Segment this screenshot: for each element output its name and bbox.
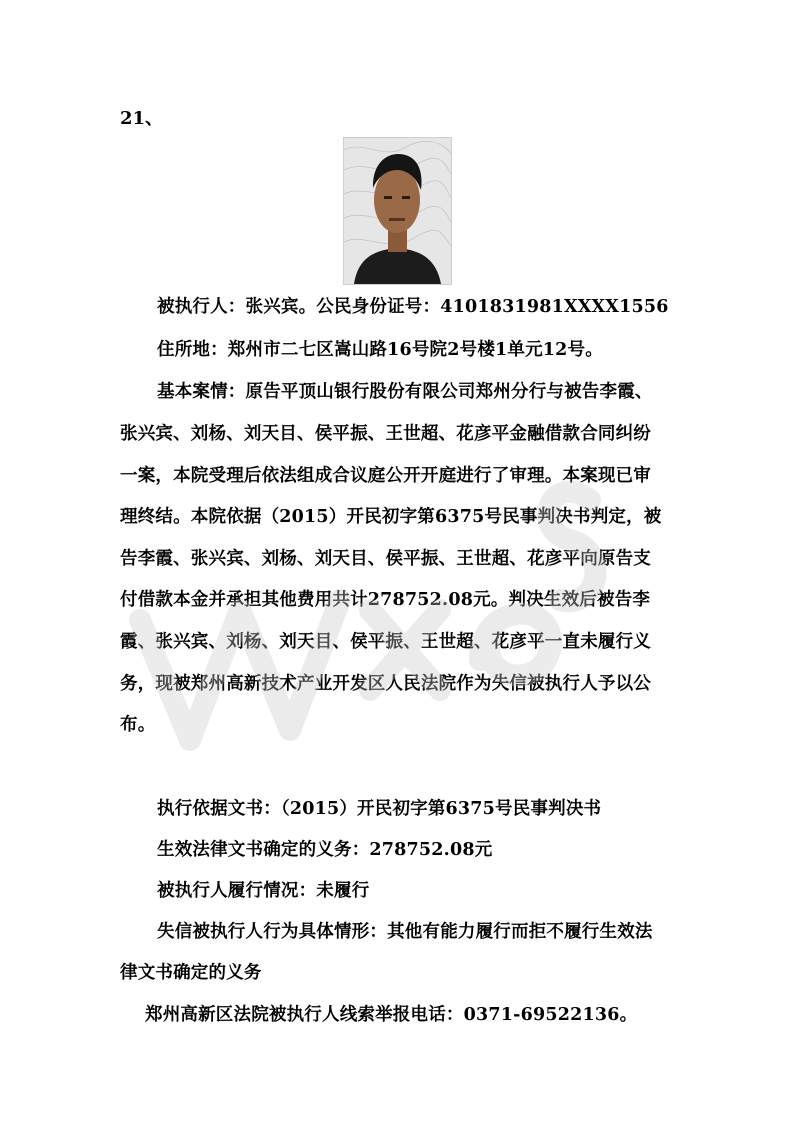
person-address: 住所地：郑州市二七区嵩山路16号院2号楼1单元12号。	[157, 340, 603, 360]
case-line: 理终结。本院依据（2015）开民初字第6375号民事判决书判定，被	[120, 507, 662, 527]
case-line: 张兴宾、刘杨、刘天目、侯平振、王世超、花彦平金融借款合同纠纷	[120, 424, 651, 444]
case-line: 基本案情：原告平顶山银行股份有限公司郑州分行与被告李霞、	[157, 382, 653, 402]
obligation: 生效法律文书确定的义务：278752.08元	[157, 840, 493, 860]
dishonest-situation-cont: 律文书确定的义务	[120, 963, 262, 983]
case-line: 务，现被郑州高新技术产业开发区人民法院作为失信被执行人予以公	[120, 674, 651, 694]
case-line: 告李霞、张兴宾、刘杨、刘天目、侯平振、王世超、花彦平向原告支	[120, 549, 651, 569]
person-name-id: 被执行人：张兴宾。公民身份证号：4101831981XXXX1556	[157, 297, 669, 317]
entry-number: 21、	[120, 108, 164, 129]
report-hotline: 郑州高新区法院被执行人线索举报电话：0371-69522136。	[145, 1005, 638, 1025]
case-line: 布。	[120, 715, 156, 735]
case-line: 付借款本金并承担其他费用共计278752.08元。判决生效后被告李	[120, 590, 651, 610]
case-line: 一案，本院受理后依法组成合议庭公开开庭进行了审理。本案现已审	[120, 466, 651, 486]
dishonest-situation: 失信被执行人行为具体情形：其他有能力履行而拒不履行生效法	[157, 922, 653, 942]
person-photo	[343, 137, 452, 285]
execution-basis: 执行依据文书：（2015）开民初字第6375号民事判决书	[157, 799, 602, 819]
performance-status: 被执行人履行情况：未履行	[157, 881, 370, 901]
case-line: 霞、张兴宾、刘杨、刘天目、侯平振、王世超、花彦平一直未履行义	[120, 632, 651, 652]
